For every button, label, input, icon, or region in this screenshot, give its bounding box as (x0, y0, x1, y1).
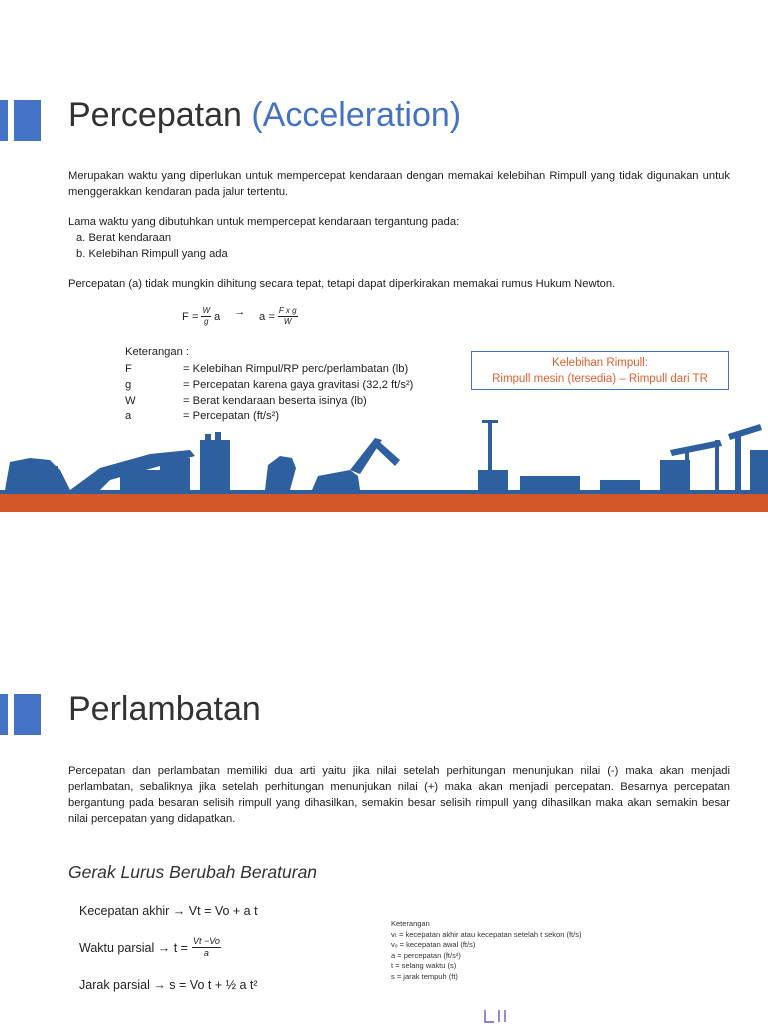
equation-final-velocity: Kecepatan akhir → Vt = Vo + a t (79, 904, 258, 918)
handwritten-mark (482, 1008, 512, 1024)
equation-partial-time: Waktu parsial → t = $\frac{Vt -Vo}{a}$ (79, 936, 220, 958)
paragraph-factors: Lama waktu yang dibutuhkan untuk mempercepat kendaraan tergantung pada: (68, 216, 460, 228)
title-accent-bars (0, 100, 41, 141)
page-title: Perlambatan (68, 690, 261, 728)
sub-heading: Gerak Lurus Berubah Beraturan (68, 862, 318, 882)
paragraph-definition: Merupakan waktu yang diperlukan untuk mempercepat kendaraan dengan memakai kelebihan Rimpull yang tidak digunakan untuk menggerakkan kendaran pada jalur tertentu. (68, 170, 730, 198)
formula-force: F = $\frac{W}{g}$ a (182, 306, 221, 326)
rimpull-callout-box: Kelebihan Rimpull: Rimpull mesin (tersedia) – Rimpull dari TR (471, 351, 729, 390)
factor-list (76, 230, 228, 262)
equation-partial-distance: Jarak parsial → s = Vo t + ½ a t² (79, 978, 258, 992)
keterangan-line: vₜ = kecepatan akhir atau kecepatan setelah t sekon (ft/s) (391, 929, 582, 939)
keterangan-block (391, 919, 581, 983)
keterangan-title: Keterangan : (125, 346, 190, 358)
keterangan-line: t = selang waktu (s) (391, 961, 457, 971)
paragraph-perlambatan: Percepatan dan perlambatan memiliki dua arti yaitu jika nilai setelah perhitungan menunjukan nilai (-) maka akan menjadi perlambatan, sebaliknya jika setelah perhitungan menunjukan nilai (+) maka akan menjadi percepatan. Besarnya percepatan bergantung pada besaran selisih rimpull yang dihasilkan, semakin besar selisih rimpull yang dihasilkan maka akan semakin besar nilai percepatan yang didapatkan. (68, 765, 730, 825)
keterangan-line: s = jarak tempuh (ft) (391, 971, 458, 981)
title-accent-bars (0, 694, 41, 735)
list-item: a. Berat kendaraan (76, 232, 172, 244)
arrow-icon: → (234, 306, 246, 318)
mining-skyline-illustration (0, 410, 768, 512)
page-title: Percepatan (Acceleration) (68, 96, 462, 134)
keterangan-line: vₒ = kecepatan awal (ft/s) (391, 940, 476, 950)
list-item: b. Kelebihan Rimpull yang ada (76, 248, 228, 260)
slide-percepatan: Percepatan (Acceleration) Merupakan waktu yang diperlukan untuk mempercepat kendaraan dengan memakai kelebihan Rimpull yang tidak digunakan untuk menggerakkan kendaran pada jalur tertentu. Lama waktu yang dibutuhkan untuk mempercepat kendaraan tergantung pada: a. Berat kendaraan b. Kelebihan Rimpull yang ada Percepatan (a) tidak mungkin dihitung secara tepat, tetapi dapat diperkirakan memakai rumus Hukum Newton. F = $\frac{W}{g}$ a → a = $\frac{\text{F x g}}{W}$ Keterangan : F = Kelebihan Rimpul/RP perc/perlambatan (lb) g = Percepatan karena gaya gravitasi (32,2 ft/s²) W = Berat kendaraan beserta isinya (lb) a = Percepatan (ft/s²) Kelebihan Rimpull: Rimpull mesin (tersedia) – Rimpull dari TR (0, 0, 768, 512)
paragraph-newton: Percepatan (a) tidak mungkin dihitung secara tepat, tetapi dapat diperkirakan memakai rumus Hukum Newton. (68, 278, 616, 290)
keterangan-title: Keterangan (391, 919, 430, 928)
formula-acceleration: a = $\frac{\text{F x g}}{W}$ (259, 306, 297, 326)
slide-perlambatan (0, 512, 768, 1024)
ground-stripe (0, 494, 768, 512)
keterangan-line: a = percepatan (ft/s²) (391, 950, 461, 960)
